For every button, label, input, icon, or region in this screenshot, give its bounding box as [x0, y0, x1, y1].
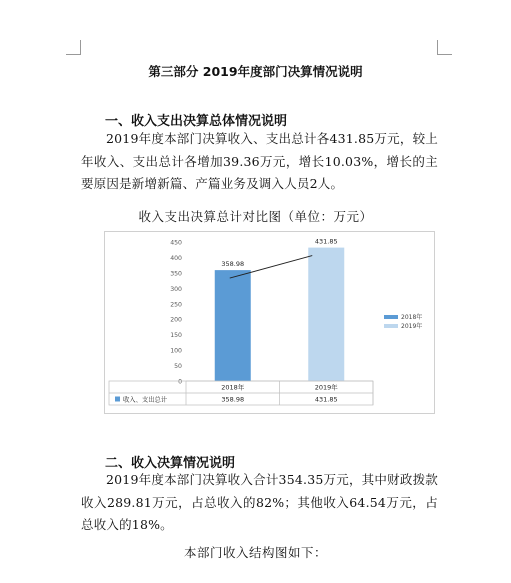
data-table-legend-key	[115, 397, 120, 402]
y-tick-label: 400	[170, 254, 182, 262]
bar-2019年	[308, 248, 344, 381]
section-1-heading: 一、收入支出决算总体情况说明	[105, 114, 288, 129]
data-table-value: 358.98	[221, 395, 245, 404]
section-1-paragraph: 2019年度本部门决算收入、支出总计各431.85万元，较上年收入、支出总计各增加39.36万元，增长10.03%，增长的主要原因是新增新篇、产篇业务及调入人员2人。	[81, 131, 438, 191]
x-category-label: 2018年	[221, 383, 245, 392]
y-tick-label: 100	[170, 347, 182, 355]
legend-label: 2018年	[401, 314, 423, 321]
y-tick-label: 450	[170, 239, 182, 247]
y-tick-label: 150	[170, 332, 182, 340]
y-tick-label: 250	[170, 301, 182, 309]
chart-container	[104, 231, 435, 414]
legend-swatch-2018年	[384, 315, 398, 319]
page-title: 第三部分 2019年度部门决算情况说明	[148, 64, 363, 79]
y-tick-label: 200	[170, 316, 182, 324]
page-corner-mark-top-left	[66, 40, 81, 55]
income-expense-chart	[105, 232, 434, 413]
legend-label: 2019年	[401, 323, 423, 330]
chart-caption: 收入支出决算总计对比图（单位：万元）	[138, 209, 373, 224]
structure-chart-intro: 本部门收入结构图如下：	[183, 545, 327, 560]
y-tick-label: 0	[178, 378, 182, 386]
bar-data-label: 431.85	[314, 237, 338, 246]
legend-swatch-2019年	[384, 324, 398, 328]
section-2-heading: 二、收入决算情况说明	[105, 456, 236, 471]
bar-data-label: 358.98	[221, 260, 245, 269]
x-category-label: 2019年	[314, 383, 338, 392]
section-2-paragraph: 2019年度本部门决算收入合计354.35万元，其中财政拨款收入289.81万元，占总收入的82%；其他收入64.54万元，占总收入的18%。	[81, 472, 438, 532]
bar-2018年	[215, 270, 251, 381]
page-corner-mark-top-right	[437, 40, 452, 55]
data-table-row-label: 收入、支出总计	[123, 396, 168, 404]
y-tick-label: 50	[174, 363, 182, 371]
y-tick-label: 350	[170, 270, 182, 278]
y-tick-label: 300	[170, 285, 182, 293]
data-table-value: 431.85	[314, 395, 338, 404]
